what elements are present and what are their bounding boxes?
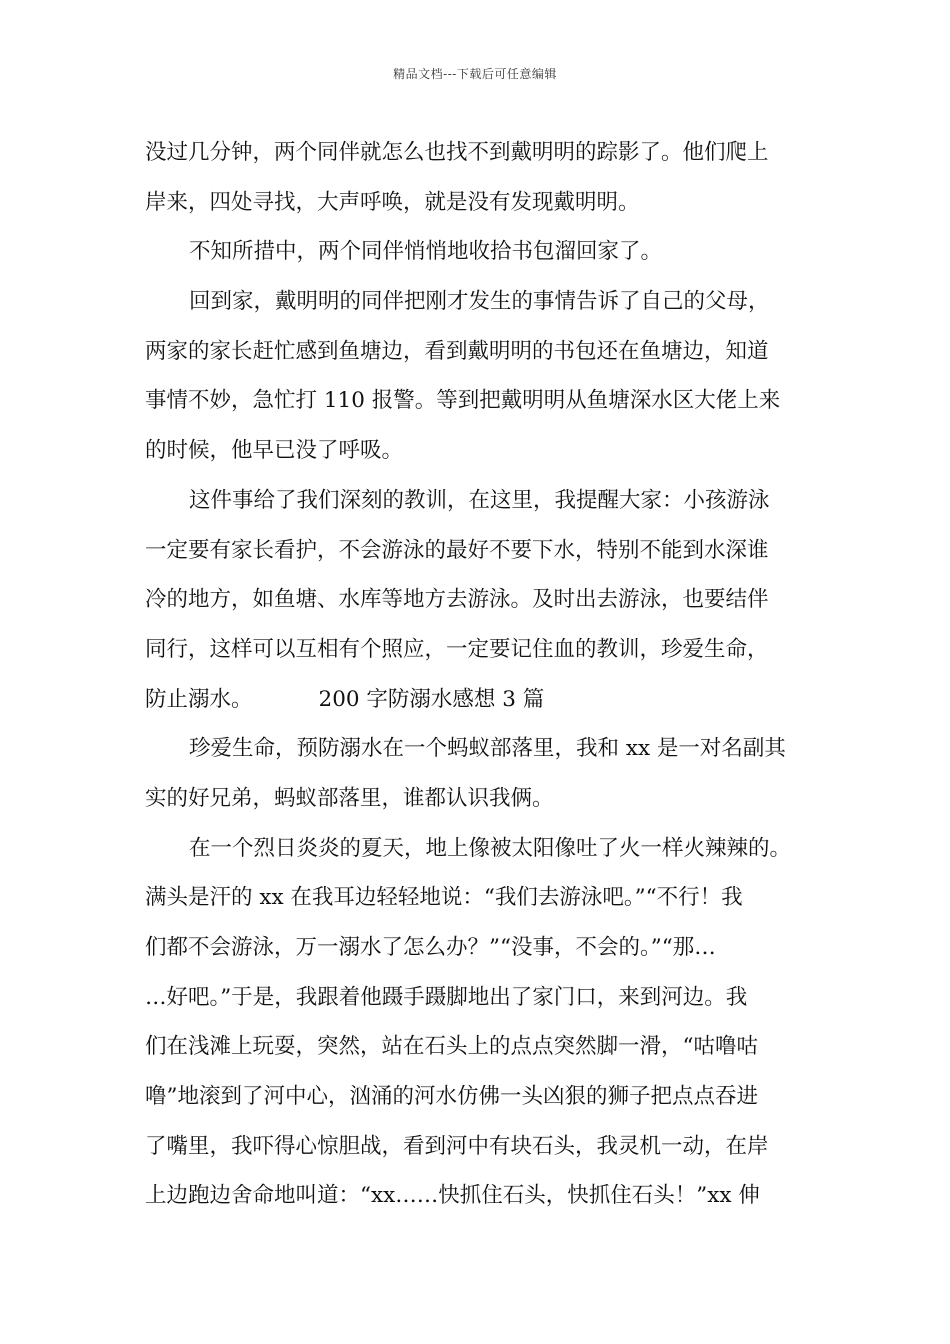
text-line-content: 岸来，四处寻找，大声呼唤，就是没有发现戴明明。 [145, 189, 640, 215]
text-line-content: 上边跑边舍命地叫道：“xx……快抓住石头，快抓住石头！”xx 伸 [145, 1183, 760, 1209]
text-line-content: 不知所措中，两个同伴悄悄地收拾书包溜回家了。 [189, 239, 663, 265]
page-header: 精品文档---下载后可任意编辑 [393, 67, 557, 81]
text-line-content: …好吧。”于是，我跟着他蹑手蹑脚地出了家门口，来到河边。我 [145, 984, 748, 1010]
text-line-content: 们在浅滩上玩耍，突然，站在石头上的点点突然脚一滑，“咕噜咕 [145, 1034, 758, 1060]
text-line [145, 376, 810, 426]
text-line-content: 珍爱生命，预防溺水在一个蚂蚁部落里，我和 xx 是一对名副其 [189, 736, 786, 762]
text-line-content: 满头是汗的 xx 在我耳边轻轻地说：“我们去游泳吧。”“不行！我 [145, 885, 743, 911]
document-body [145, 128, 810, 1221]
text-line [145, 724, 810, 774]
text-line [145, 824, 810, 874]
text-line [145, 1171, 810, 1221]
text-line-content: 冷的地方，如鱼塘、水库等地方去游泳。及时出去游泳，也要结伴 [145, 587, 769, 613]
text-line [145, 227, 810, 277]
text-line-content: 了嘴里，我吓得心惊胆战，看到河中有块石头，我灵机一动，在岸 [145, 1133, 769, 1159]
text-line [145, 973, 810, 1023]
text-line-content: 没过几分钟，两个同伴就怎么也找不到戴明明的踪影了。他们爬上 [145, 140, 769, 165]
text-line [145, 1022, 810, 1072]
text-line-content: 防止溺水。 [145, 686, 253, 712]
text-line-content: 回到家，戴明明的同伴把刚才发生的事情告诉了自己的父母， [189, 289, 770, 315]
text-line-content: 噜”地滚到了河中心，汹涌的河水仿佛一头凶狠的狮子把点点吞进 [145, 1084, 758, 1110]
text-line [145, 1072, 810, 1122]
text-line-content: 一定要有家长看护，不会游泳的最好不要下水，特别不能到水深谁 [145, 537, 769, 563]
text-line-content: 的时候，他早已没了呼吸。 [145, 438, 404, 464]
text-line [145, 625, 810, 675]
text-line [145, 1122, 810, 1172]
text-line [145, 873, 810, 923]
text-line-content: 在一个烈日炎炎的夏天，地上像被太阳像吐了火一样火辣辣的。 [189, 835, 792, 861]
text-line [145, 426, 810, 476]
text-line-content: 这件事给了我们深刻的教训，在这里，我提醒大家：小孩游泳 [189, 487, 770, 513]
text-line-content: 们都不会游泳，万一溺水了怎么办？”“没事，不会的。”“那… [145, 935, 716, 960]
text-line-content: 同行，这样可以互相有个照应，一定要记住血的教训，珍爱生命， [145, 636, 769, 662]
text-line [145, 923, 810, 973]
text-line [145, 277, 810, 327]
text-line-content: 两家的家长赶忙感到鱼塘边，看到戴明明的书包还在鱼塘边，知道 [145, 338, 769, 364]
text-line [145, 327, 810, 377]
section-title: 200 字防溺水感想 3 篇 [318, 686, 545, 712]
text-line [145, 575, 810, 625]
text-line [145, 774, 810, 824]
text-line [145, 178, 810, 228]
text-line [145, 675, 810, 725]
text-line [145, 128, 810, 178]
text-line [145, 476, 810, 526]
text-line [145, 526, 810, 576]
text-line-content: 实的好兄弟，蚂蚁部落里，谁都认识我俩。 [145, 785, 554, 811]
text-line-content: 事情不妙，急忙打 110 报警。等到把戴明明从鱼塘深水区大佬上来 [145, 388, 781, 414]
